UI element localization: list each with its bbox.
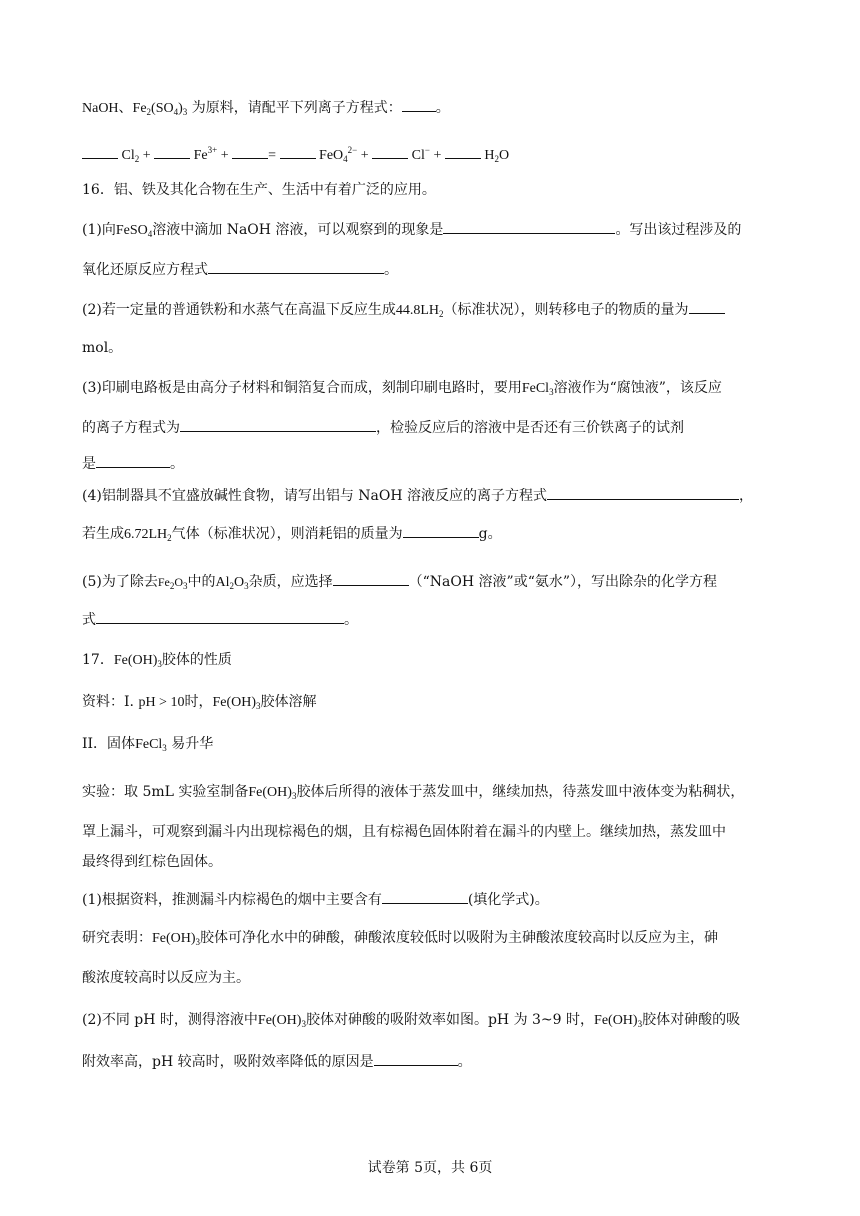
q16-part2-line1: (2)若一定量的普通铁粉和水蒸气在高温下反应生成$44.8LH_2$（标准状况），则转移电子的物质的量为 [82,298,780,324]
coefficient-blank[interactable] [280,143,316,159]
answer-blank[interactable] [333,570,409,586]
q17-info-2: II．固体FeCl$_3$ 易升华 [82,736,214,753]
answer-blank[interactable] [443,218,615,234]
answer-blank[interactable] [374,1050,458,1066]
answer-blank[interactable] [403,522,479,538]
q17-research-line2: 酸浓度较高时以反应为主。 [82,970,250,986]
q17-part1: (1)根据资料，推测漏斗内棕褐色的烟中主要含有 (填化学式)。 [82,888,780,910]
page-footer: 试卷第 5页，共 6页 [367,1160,493,1176]
q17-experiment-line2: 罩上漏斗，可观察到漏斗内出现棕褐色的烟，且有棕褐色固体附着在漏斗的内壁上。继续加热，蒸发皿中 [82,824,726,840]
coefficient-blank[interactable] [445,143,481,159]
q16-part5-line1: (5)为了除去$Fe_2O_3$中的$Al_2O_3$杂质，应选择 （“NaOH 溶液”或“氨水”），写出除杂的化学方程 [82,570,780,596]
q16-part4-line2: 若生成$6.72LH_2$气体（标准状况），则消耗铝的质量为 g。 [82,522,780,548]
answer-blank[interactable] [689,298,725,314]
answer-blank[interactable] [96,452,170,468]
q16-stem: 16．铝、铁及其化合物在生产、生活中有着广泛的应用。 [82,182,436,198]
q17-title: 17．$Fe(OH)_3$胶体的性质 [82,652,232,669]
q17-info-1: 资料：I. pH > 10时，$Fe(OH)_3$胶体溶解 [82,694,317,711]
q15-equation: $Cl_2 + Fe^{3+}$ + = $FeO_4^{2-} + Cl^- + H_2O$ [82,140,780,169]
q17-experiment-line1: 实验：取 5mL 实验室制备$Fe(OH)_3$胶体后所得的液体于蒸发皿中，继续加热，待蒸发皿中液体变为粘稠状， [82,784,745,801]
q17-part2-line2: 附效率高，pH 较高时，吸附效率降低的原因是 。 [82,1050,780,1072]
answer-blank[interactable] [547,484,739,500]
q16-part4-line1: (4)铝制器具不宜盛放碱性食物，请写出铝与 NaOH 溶液反应的离子方程式 ， [82,484,780,506]
q16-part3-line1: (3)印刷电路板是由高分子材料和铜箔复合而成，刻制印刷电路时，要用FeCl$_3$溶液作为“腐蚀液”，该反应 [82,380,722,397]
answer-blank[interactable] [208,258,384,274]
q16-part1-line2: 氧化还原反应方程式 。 [82,258,780,280]
q17-research-line1: 研究表明：$Fe(OH)_3$胶体可净化水中的砷酸，砷酸浓度较低时以吸附为主砷酸浓度较高时以反应为主，砷 [82,930,719,947]
coefficient-blank[interactable] [372,143,408,159]
coefficient-blank[interactable] [232,143,268,159]
q16-part1-line1: (1)向FeSO$_4$溶液中滴加 NaOH 溶液，可以观察到的现象是 。写出该过程涉及的 [82,218,780,244]
answer-blank[interactable] [402,96,436,112]
coefficient-blank[interactable] [154,143,190,159]
q16-part3-line2: 的离子方程式为 ，检验反应后的溶液中是否还有三价铁离子的试剂 [82,416,780,438]
q15-intro-line: NaOH、$Fe_2(SO_4)_3$ 为原料，请配平下列离子方程式： 。 [82,96,780,122]
q17-experiment-line3: 最终得到红棕色固体。 [82,854,222,870]
answer-blank[interactable] [180,416,376,432]
q16-part5-line2: 式 。 [82,608,780,630]
coefficient-blank[interactable] [82,143,118,159]
q16-part2-line2: mol。 [82,340,123,356]
answer-blank[interactable] [382,888,468,904]
q17-part2-line1: (2)不同 pH 时，测得溶液中$Fe(OH)_3$胶体对砷酸的吸附效率如图。pH 为 3~9 时，$Fe(OH)_3$胶体对砷酸的吸 [82,1012,741,1029]
answer-blank[interactable] [96,608,344,624]
q16-part3-line3: 是 。 [82,452,780,474]
